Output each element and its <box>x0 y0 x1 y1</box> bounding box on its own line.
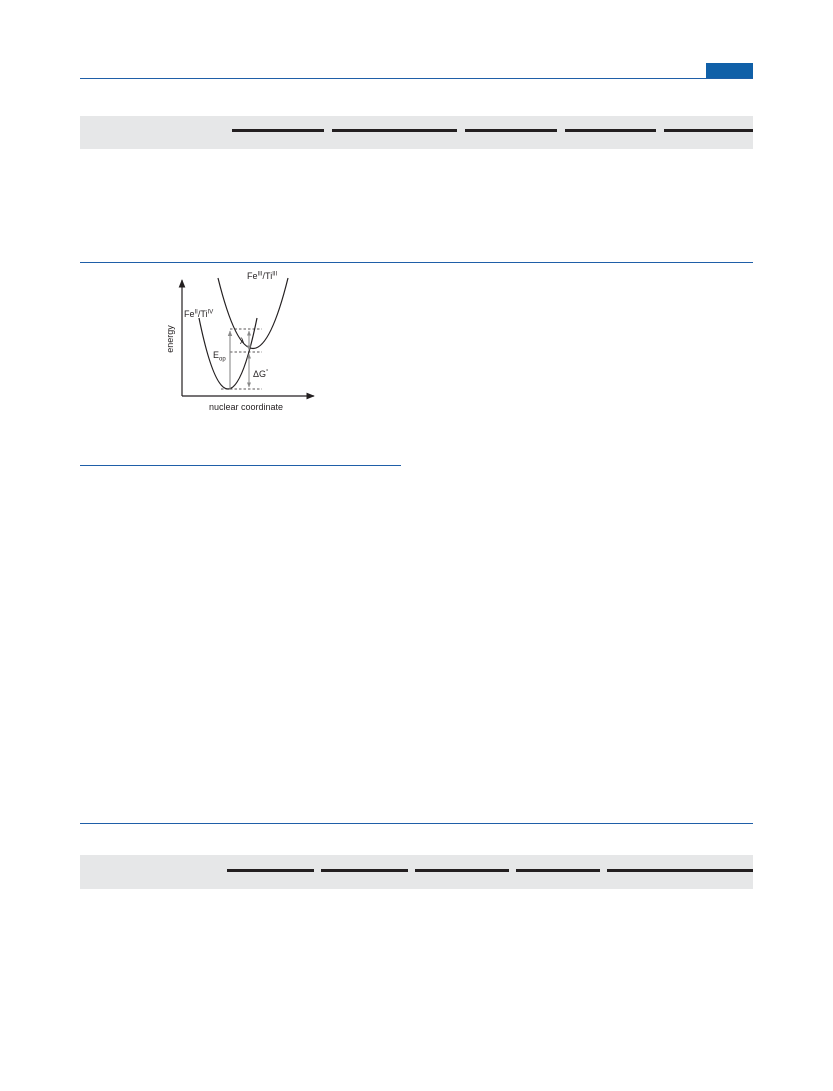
delta-g-label: ΔG° <box>253 369 269 379</box>
table-2-column-rule <box>516 869 600 872</box>
table-1-column-rule <box>664 129 753 132</box>
bottom-section-rule <box>80 823 753 824</box>
table-2-column-rule <box>227 869 314 872</box>
table-2-column-rule <box>415 869 509 872</box>
table-1-column-rule <box>565 129 656 132</box>
lambda-label: λ <box>240 336 245 346</box>
table-1-header-band <box>80 116 753 149</box>
table-2-column-rule <box>321 869 408 872</box>
figure-top-rule <box>80 262 753 263</box>
section-rule-short <box>80 465 401 466</box>
table-2-header-band <box>80 855 753 889</box>
table-2-column-rule <box>607 869 753 872</box>
y-axis-label: energy <box>165 325 175 353</box>
upper-curve-label: $Fe^{III}/Ti^{III}$ <box>247 271 278 281</box>
lower-curve-label: $Fe^{II}/Ti^{IV}$ <box>184 309 214 319</box>
header-rule <box>80 78 753 79</box>
eop-label: $E_{op}$ <box>213 350 226 363</box>
energy-diagram <box>150 266 330 426</box>
table-1-column-rule <box>332 129 457 132</box>
page-corner-tab <box>706 63 753 78</box>
table-1-column-rule <box>232 129 324 132</box>
x-axis-label: nuclear coordinate <box>208 402 284 412</box>
table-1-column-rule <box>465 129 557 132</box>
